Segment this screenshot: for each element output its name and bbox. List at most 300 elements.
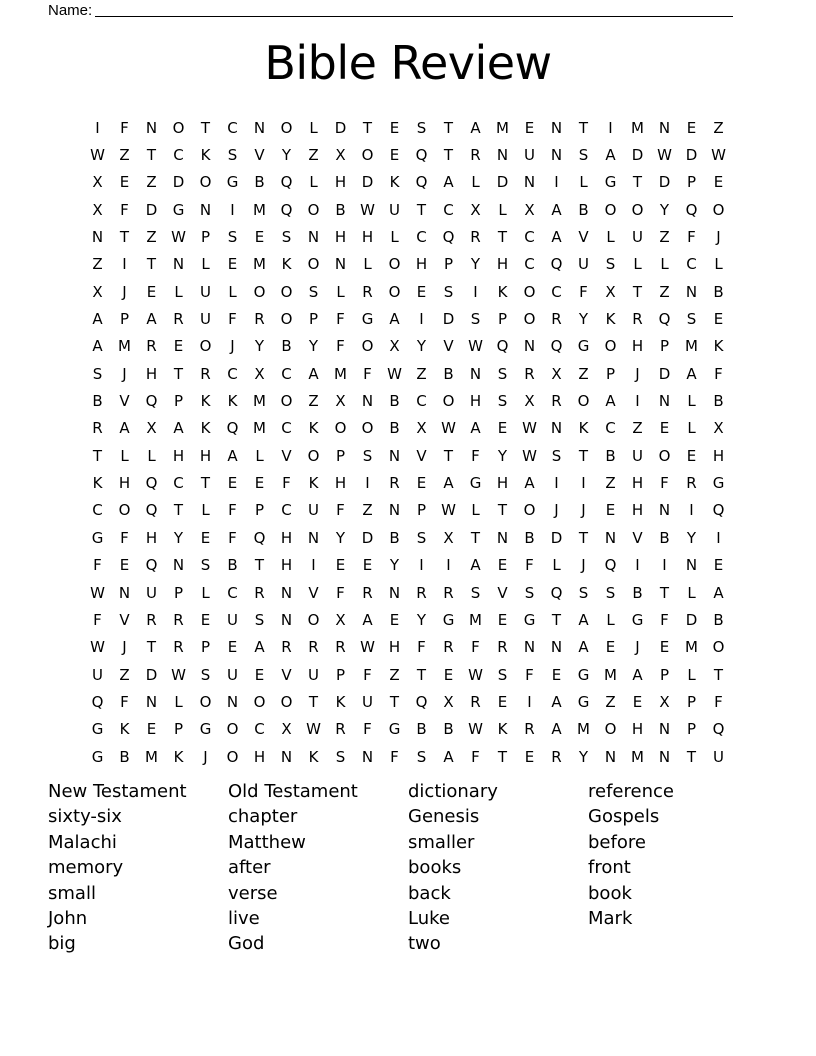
grid-letter: K [578,419,589,438]
grid-letter: A [686,364,697,383]
grid-letter: N [550,638,563,657]
grid-letter: O [604,337,617,356]
grid-letter: S [416,747,427,766]
grid-letter: S [200,665,211,684]
grid-letter: Y [308,337,319,356]
grid-letter: R [173,638,184,657]
grid-letter: R [92,419,103,438]
grid-letter: L [687,583,696,602]
grid-letter: R [497,638,508,657]
grid-letter: Z [308,146,319,165]
grid-letter: E [497,610,508,629]
grid-letter: C [254,720,265,739]
grid-letter: I [311,556,316,575]
grid-letter: E [659,638,670,657]
grid-letter: B [335,200,346,219]
grid-letter: O [199,692,212,711]
grid-letter: E [524,118,535,137]
word-list-item: Gospels [588,806,660,828]
grid-letter: N [388,583,401,602]
grid-letter: M [253,200,266,219]
grid-letter: B [227,556,238,575]
grid-letter: E [497,692,508,711]
grid-letter: E [416,474,427,493]
grid-letter: J [581,556,586,575]
grid-letter: K [713,337,724,356]
grid-letter: A [524,474,535,493]
grid-letter: D [361,528,374,547]
grid-letter: F [120,528,129,547]
grid-letter: L [471,173,480,192]
grid-letter: O [307,200,320,219]
grid-letter: O [361,419,374,438]
grid-letter: C [281,364,292,383]
grid-letter: E [362,556,373,575]
grid-letter: K [200,146,211,165]
grid-letter: O [631,200,644,219]
grid-letter: T [686,747,697,766]
grid-letter: B [632,583,643,602]
grid-letter: S [686,310,697,329]
grid-letter: J [554,501,559,520]
grid-letter: K [173,747,184,766]
word-list-item: two [408,933,441,955]
grid-letter: V [119,610,130,629]
grid-letter: Z [362,501,373,520]
grid-letter: S [443,282,454,301]
grid-letter: E [686,446,697,465]
grid-letter: I [122,255,127,274]
grid-letter: R [335,638,346,657]
grid-letter: J [230,337,235,356]
grid-letter: W [387,364,402,383]
word-list-item: Old Testament [228,781,358,802]
word-list-item: big [48,933,76,955]
grid-letter: C [551,282,562,301]
grid-letter: D [145,200,158,219]
grid-letter: P [605,364,616,383]
grid-letter: D [361,173,374,192]
grid-letter: I [365,474,370,493]
page-title: Bible Review [264,36,552,90]
grid-letter: G [172,200,185,219]
grid-letter: L [498,200,507,219]
grid-letter: N [388,446,401,465]
grid-letter: W [171,665,186,684]
grid-letter: O [172,118,185,137]
word-search-grid [84,114,732,770]
grid-letter: L [714,255,723,274]
grid-letter: A [578,610,589,629]
grid-letter: V [281,446,292,465]
grid-letter: M [469,610,482,629]
grid-letter: T [119,228,130,247]
grid-letter: F [417,638,426,657]
grid-letter: T [146,638,157,657]
grid-letter: C [92,501,103,520]
grid-letter: O [199,337,212,356]
grid-letter: S [308,282,319,301]
grid-letter: K [200,392,211,411]
grid-letter: I [230,200,235,219]
grid-letter: S [605,583,616,602]
grid-letter: E [713,556,724,575]
grid-letter: H [334,173,347,192]
grid-letter: L [633,255,642,274]
grid-letter: T [146,255,157,274]
grid-letter: W [90,638,105,657]
grid-letter: T [578,446,589,465]
grid-letter: N [388,501,401,520]
word-list-item: sixty-six [48,806,122,828]
grid-letter: H [280,528,293,547]
grid-letter: B [254,173,265,192]
grid-letter: Q [658,310,671,329]
word-list-item: Genesis [408,806,480,828]
grid-letter: O [577,392,590,411]
grid-letter: G [91,528,104,547]
grid-letter: L [471,501,480,520]
grid-letter: E [389,146,400,165]
grid-letter: C [281,501,292,520]
grid-letter: Y [281,146,292,165]
grid-letter: P [200,228,211,247]
grid-letter: U [389,200,400,219]
grid-letter: F [282,474,291,493]
grid-letter: N [199,200,212,219]
grid-letter: P [173,392,184,411]
word-list-item: smaller [408,831,475,853]
grid-letter: W [468,337,483,356]
grid-letter: A [551,692,562,711]
grid-letter: I [419,556,424,575]
grid-letter: T [578,528,589,547]
word-list-item: front [588,857,631,879]
word-list-item: book [588,882,632,904]
grid-letter: X [470,200,481,219]
grid-letter: E [119,556,130,575]
grid-letter: A [470,419,481,438]
grid-letter: C [173,474,184,493]
grid-letter: D [685,146,698,165]
word-list-item: New Testament [48,781,187,802]
grid-letter: G [91,747,104,766]
grid-letter: U [632,446,643,465]
grid-letter: F [660,474,669,493]
grid-letter: I [581,474,586,493]
grid-letter: M [253,419,266,438]
grid-letter: R [470,692,481,711]
grid-letter: T [497,501,508,520]
grid-letter: R [632,310,643,329]
grid-letter: R [524,720,535,739]
word-list-item: after [228,857,271,879]
grid-letter: F [525,665,534,684]
grid-letter: P [686,173,697,192]
grid-letter: E [146,720,157,739]
grid-letter: T [443,446,454,465]
grid-letter: N [658,501,671,520]
grid-letter: F [93,610,102,629]
grid-letter: T [578,118,589,137]
grid-letter: O [712,638,725,657]
grid-letter: F [336,310,345,329]
grid-letter: S [524,583,535,602]
grid-letter: M [685,337,698,356]
grid-letter: Q [415,146,428,165]
grid-letter: A [92,310,103,329]
grid-letter: C [605,419,616,438]
grid-letter: F [525,556,534,575]
grid-letter: L [147,446,156,465]
grid-letter: J [203,747,208,766]
grid-letter: Q [685,200,698,219]
grid-letter: F [363,665,372,684]
grid-letter: E [227,638,238,657]
grid-letter: H [118,474,131,493]
grid-letter: T [254,556,265,575]
grid-letter: Q [280,200,293,219]
grid-letter: E [254,228,265,247]
grid-letter: N [685,556,698,575]
grid-letter: I [473,282,478,301]
grid-letter: E [686,118,697,137]
grid-letter: I [662,556,667,575]
grid-letter: P [659,665,670,684]
grid-letter: R [146,337,157,356]
grid-letter: S [227,228,238,247]
grid-letter: T [497,228,508,247]
grid-letter: Y [389,556,400,575]
grid-letter: X [443,692,454,711]
grid-letter: Q [712,501,725,520]
grid-letter: Z [713,118,724,137]
grid-letter: S [578,146,589,165]
grid-letter: W [711,146,726,165]
grid-letter: N [253,118,266,137]
grid-letter: N [496,528,509,547]
grid-letter: L [390,228,399,247]
grid-letter: O [307,610,320,629]
grid-letter: F [471,638,480,657]
grid-letter: X [551,364,562,383]
grid-letter: M [145,747,158,766]
grid-letter: X [416,419,427,438]
grid-letter: U [578,255,589,274]
grid-letter: T [713,665,724,684]
grid-letter: A [443,747,454,766]
grid-letter: K [308,747,319,766]
grid-letter: N [361,747,374,766]
grid-letter: B [605,446,616,465]
grid-letter: O [226,747,239,766]
grid-letter: D [658,173,671,192]
word-list-item: Matthew [228,831,306,853]
grid-letter: Z [146,228,157,247]
grid-letter: X [92,282,103,301]
grid-letter: S [362,446,373,465]
grid-letter: F [336,501,345,520]
grid-letter: Q [415,173,428,192]
grid-letter: H [172,446,185,465]
grid-letter: I [608,118,613,137]
grid-letter: G [523,610,536,629]
grid-letter: L [309,118,318,137]
grid-letter: F [228,310,237,329]
grid-letter: N [523,337,536,356]
grid-letter: O [280,118,293,137]
grid-letter: F [336,583,345,602]
grid-letter: B [389,419,400,438]
grid-letter: C [416,228,427,247]
grid-letter: G [388,720,401,739]
grid-letter: G [577,337,590,356]
grid-letter: Z [578,364,589,383]
grid-letter: I [635,392,640,411]
grid-letter: O [388,255,401,274]
grid-letter: M [118,337,131,356]
grid-letter: R [335,720,346,739]
grid-letter: O [712,200,725,219]
grid-letter: X [281,720,292,739]
grid-letter: N [550,419,563,438]
grid-letter: P [335,446,346,465]
grid-letter: Y [416,610,427,629]
grid-letter: Z [632,419,643,438]
grid-letter: S [497,364,508,383]
grid-letter: D [658,364,671,383]
grid-letter: Q [145,392,158,411]
word-list-item: Malachi [48,831,117,853]
grid-letter: S [227,146,238,165]
grid-letter: N [334,255,347,274]
grid-letter: J [122,282,127,301]
grid-letter: W [657,146,672,165]
grid-letter: N [604,747,617,766]
grid-letter: Z [605,692,616,711]
grid-letter: E [497,556,508,575]
grid-letter: E [173,337,184,356]
grid-letter: T [389,692,400,711]
grid-letter: R [200,364,211,383]
grid-letter: F [579,282,588,301]
grid-letter: E [605,501,616,520]
grid-letter: W [522,419,537,438]
grid-letter: U [308,501,319,520]
grid-letter: R [551,392,562,411]
grid-letter: A [551,228,562,247]
grid-letter: Q [145,474,158,493]
grid-letter: T [92,446,103,465]
grid-letter: Z [659,228,670,247]
grid-letter: U [713,747,724,766]
grid-letter: J [122,638,127,657]
grid-letter: H [496,474,509,493]
grid-letter: F [120,118,129,137]
grid-letter: D [172,173,185,192]
grid-letter: W [360,638,375,657]
grid-letter: W [306,720,321,739]
grid-letter: C [227,364,238,383]
grid-letter: Y [254,337,265,356]
grid-letter: K [92,474,103,493]
grid-letter: L [201,583,210,602]
grid-letter: H [334,228,347,247]
grid-letter: O [604,720,617,739]
grid-letter: S [497,392,508,411]
grid-letter: H [496,255,509,274]
grid-letter: L [606,610,615,629]
word-list-item: Mark [588,907,633,929]
grid-letter: Z [416,364,427,383]
grid-letter: N [658,392,671,411]
grid-letter: T [200,474,211,493]
grid-letter: K [605,310,616,329]
grid-letter: O [118,501,131,520]
grid-letter: V [281,665,292,684]
grid-letter: A [605,392,616,411]
grid-letter: I [446,556,451,575]
grid-letter: R [173,310,184,329]
grid-letter: L [660,255,669,274]
grid-letter: V [308,583,319,602]
grid-letter: N [280,747,293,766]
grid-letter: A [551,720,562,739]
grid-letter: D [145,665,158,684]
grid-letter: Q [496,337,509,356]
grid-letter: M [496,118,509,137]
grid-letter: F [687,228,696,247]
grid-letter: P [308,310,319,329]
grid-letter: V [443,337,454,356]
grid-letter: A [146,310,157,329]
grid-letter: D [442,310,455,329]
grid-letter: T [443,146,454,165]
grid-letter: B [578,200,589,219]
grid-letter: E [416,282,427,301]
grid-letter: B [389,528,400,547]
grid-letter: X [605,282,616,301]
grid-letter: X [335,146,346,165]
grid-letter: K [119,720,130,739]
grid-letter: G [91,720,104,739]
grid-letter: T [659,583,670,602]
grid-letter: V [632,528,643,547]
grid-letter: B [524,528,535,547]
grid-letter: Z [659,282,670,301]
grid-letter: L [255,446,264,465]
grid-letter: R [146,610,157,629]
grid-letter: C [227,583,238,602]
grid-letter: N [523,173,536,192]
grid-letter: U [200,310,211,329]
grid-letter: T [470,528,481,547]
grid-letter: W [522,446,537,465]
grid-letter: T [362,118,373,137]
grid-letter: A [173,419,184,438]
grid-letter: S [254,610,265,629]
grid-letter: N [145,118,158,137]
grid-letter: K [308,419,319,438]
grid-letter: L [687,419,696,438]
grid-letter: A [92,337,103,356]
grid-letter: H [712,446,725,465]
grid-letter: O [361,337,374,356]
grid-letter: L [120,446,129,465]
grid-letter: N [172,556,185,575]
grid-letter: I [554,173,559,192]
grid-letter: B [416,720,427,739]
